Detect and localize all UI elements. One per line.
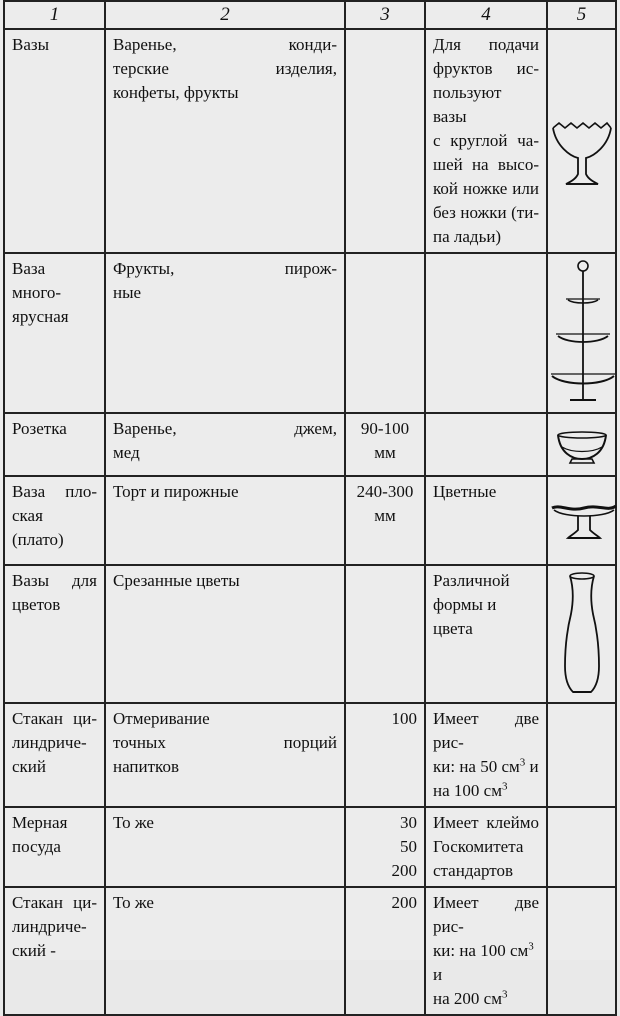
header-col-2: 2 bbox=[105, 1, 345, 29]
item-note-cell: Имеет клеймо Госкомитета стандартов bbox=[425, 807, 547, 887]
item-use-cell: То же bbox=[105, 887, 345, 1015]
item-note-cell: Цветные bbox=[425, 476, 547, 565]
item-size-cell: 30 50 200 bbox=[345, 807, 425, 887]
item-size-cell: 100 bbox=[345, 703, 425, 807]
item-image-cell bbox=[547, 703, 616, 807]
item-note-cell: Для подачи фруктов ис- пользуют вазы с круглой ча- шей на высо- кой ножке или без ножки (ти- па ладьи) bbox=[425, 29, 547, 253]
table-row bbox=[4, 807, 616, 887]
cake-stand-icon bbox=[550, 496, 618, 546]
table-row bbox=[4, 413, 616, 476]
item-size-cell: 90-100 мм bbox=[345, 413, 425, 476]
item-note-cell: Различной формы и цвета bbox=[425, 565, 547, 703]
item-note-cell bbox=[425, 253, 547, 413]
table-row bbox=[4, 565, 616, 703]
item-use-cell: Отмеривание точных порций напитков bbox=[105, 703, 345, 807]
header-col-5: 5 bbox=[547, 1, 616, 29]
item-note-cell: Имеет две рис- ки: на 100 $см^3$ и на 200 $см^3$ bbox=[425, 887, 547, 1015]
item-image-cell bbox=[547, 253, 616, 413]
item-name-cell: Стакан ци- линдриче- ский bbox=[4, 703, 105, 807]
item-image-cell bbox=[547, 565, 616, 703]
item-image-cell bbox=[547, 807, 616, 887]
item-image-cell bbox=[547, 887, 616, 1015]
item-use-cell: Срезанные цветы bbox=[105, 565, 345, 703]
item-use-cell: Варенье, конди- терские изделия, конфеты, фрукты bbox=[105, 29, 345, 253]
item-image-cell bbox=[547, 29, 616, 253]
item-name-cell: Ваза много- ярусная bbox=[4, 253, 105, 413]
item-size-cell bbox=[345, 29, 425, 253]
item-image-cell bbox=[547, 476, 616, 565]
item-name-cell: Вазы bbox=[4, 29, 105, 253]
item-note-cell: Имеет две рис- ки: на 50 $см^3$ и на 100 $см^3$ bbox=[425, 703, 547, 807]
item-name-cell: Розетка bbox=[4, 413, 105, 476]
table-row bbox=[4, 29, 616, 253]
table-row bbox=[4, 703, 616, 807]
item-name-cell: Мерная посуда bbox=[4, 807, 105, 887]
item-use-cell: Варенье, джем, мед bbox=[105, 413, 345, 476]
fruit-vase-icon bbox=[550, 86, 614, 196]
header-col-1: 1 bbox=[4, 1, 105, 29]
header-col-3: 3 bbox=[345, 1, 425, 29]
item-use-cell: Торт и пирожные bbox=[105, 476, 345, 565]
item-note-cell bbox=[425, 413, 547, 476]
table-header-row bbox=[4, 1, 616, 29]
item-use-cell: Фрукты, пирож- ные bbox=[105, 253, 345, 413]
tiered-vase-icon bbox=[550, 258, 616, 408]
item-image-cell bbox=[547, 413, 616, 476]
header-col-4: 4 bbox=[425, 1, 547, 29]
jam-bowl-icon bbox=[552, 423, 612, 467]
glassware-table bbox=[3, 0, 617, 1016]
table-row bbox=[4, 887, 616, 1015]
item-name-cell: Стакан ци- линдриче- ский - bbox=[4, 887, 105, 1015]
table-row bbox=[4, 253, 616, 413]
item-size-cell: 200 bbox=[345, 887, 425, 1015]
item-size-cell bbox=[345, 253, 425, 413]
item-name-cell: Вазы для цветов bbox=[4, 565, 105, 703]
item-size-cell: 240-300 мм bbox=[345, 476, 425, 565]
table-row bbox=[4, 476, 616, 565]
item-use-cell: То же bbox=[105, 807, 345, 887]
flower-vase-icon bbox=[557, 570, 607, 698]
item-name-cell: Ваза пло- ская (плато) bbox=[4, 476, 105, 565]
item-size-cell bbox=[345, 565, 425, 703]
